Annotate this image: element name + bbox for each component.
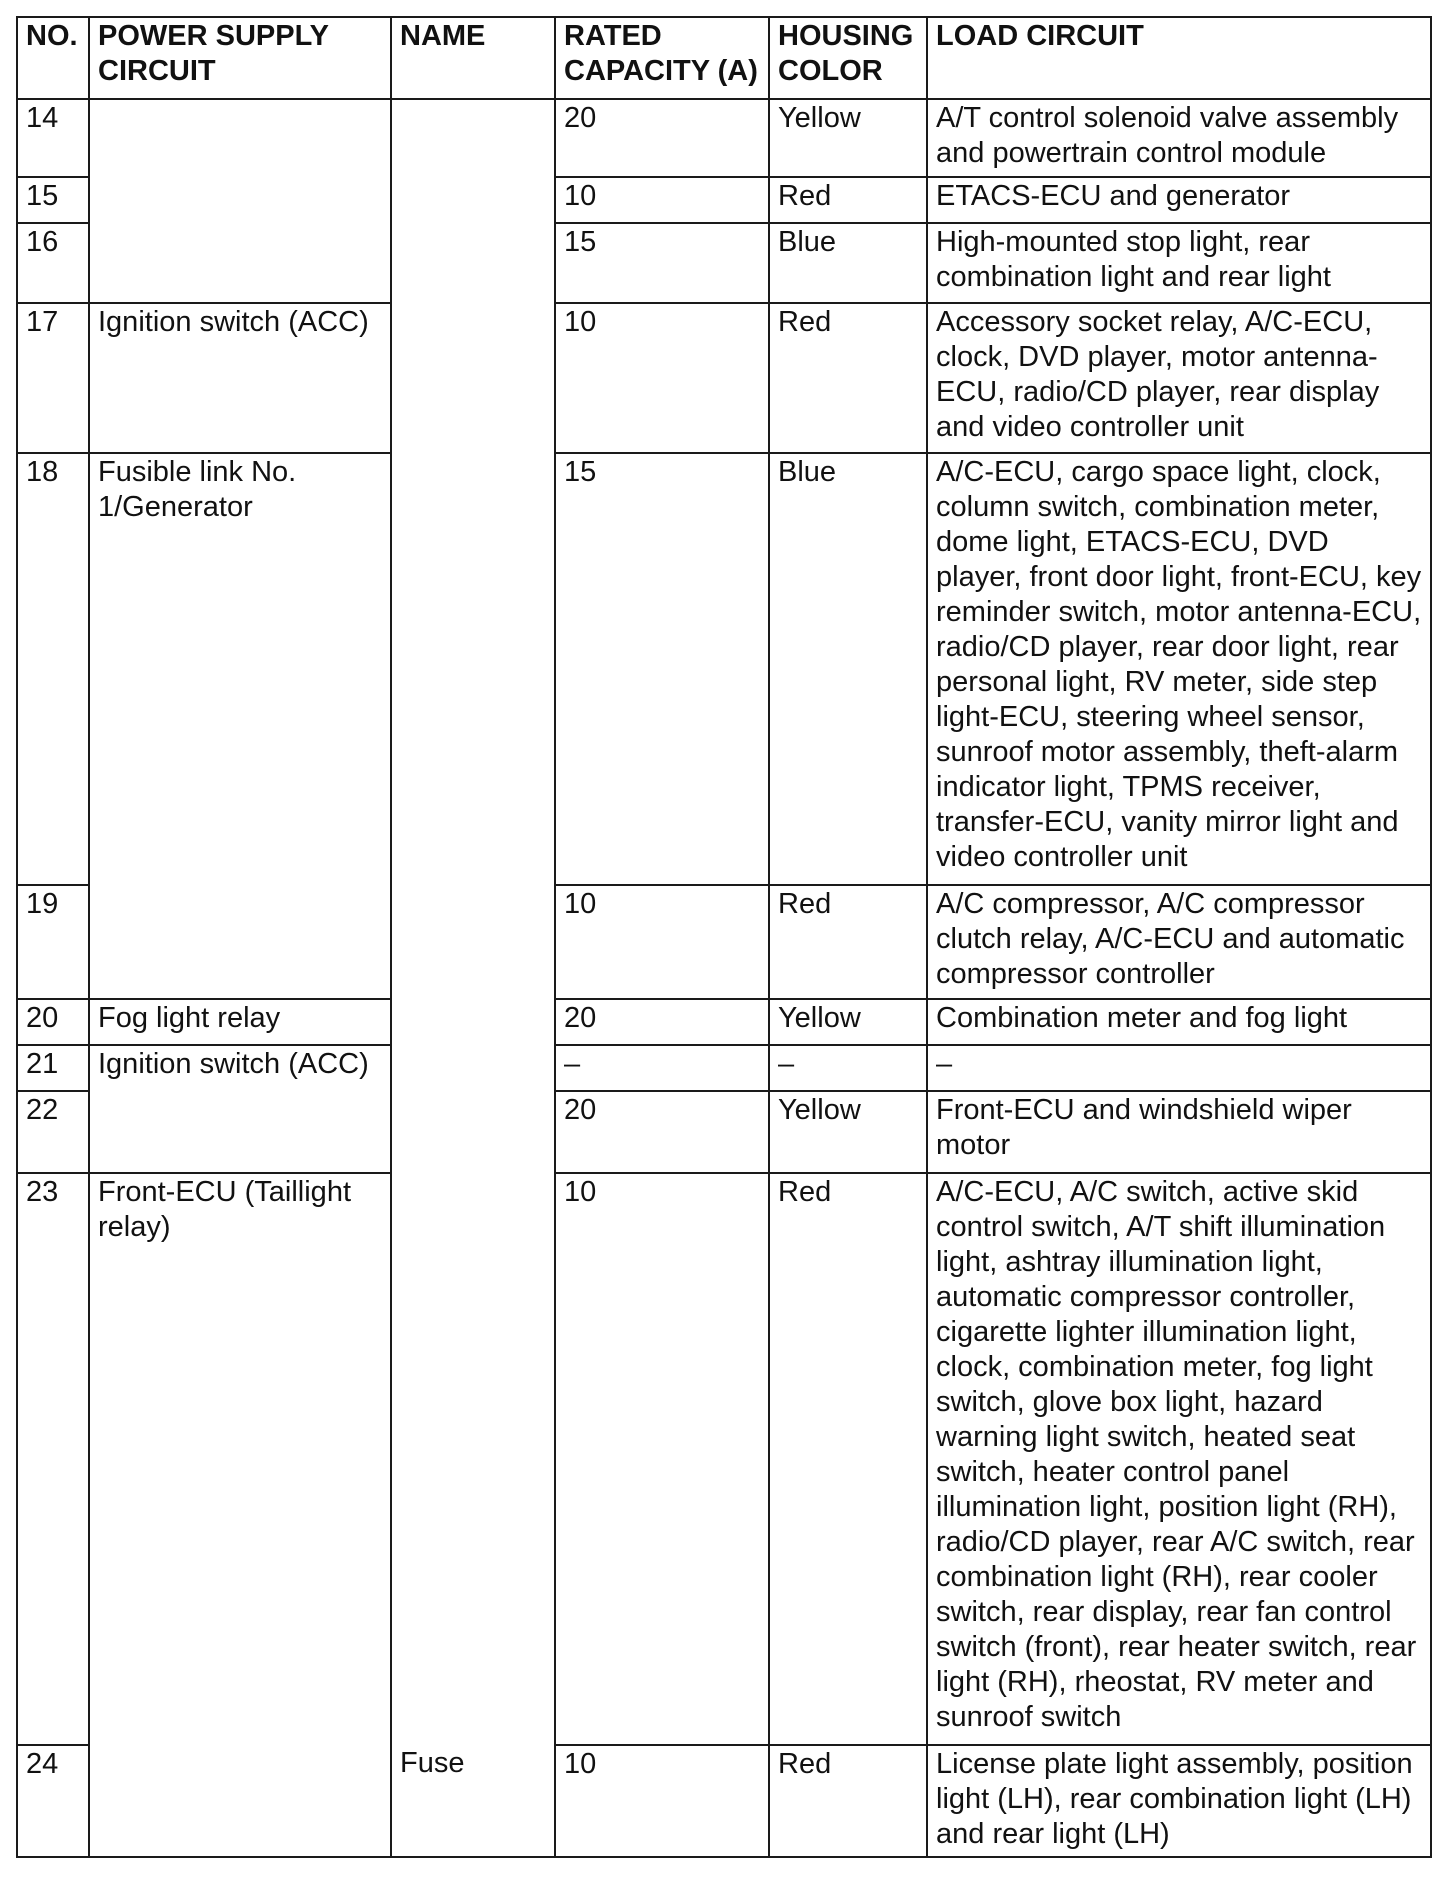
- table-row: [17, 303, 1431, 453]
- table-row: [17, 999, 1431, 1045]
- cell-color: Blue: [769, 223, 927, 303]
- header-rated-line1: RATED: [564, 20, 662, 52]
- cell-capacity: 20: [555, 1091, 769, 1173]
- cell-no: 15: [17, 177, 89, 223]
- header-rated-capacity: [555, 17, 769, 99]
- cell-power-supply: Ignition switch (ACC): [89, 303, 391, 453]
- table-row: [17, 99, 1431, 177]
- cell-color: Yellow: [769, 999, 927, 1045]
- cell-power-supply: Fog light relay: [89, 999, 391, 1045]
- cell-no: 19: [17, 885, 89, 999]
- cell-no: 24: [17, 1745, 89, 1857]
- cell-load: A/C-ECU, cargo space light, clock, column switch, combination meter, dome light, ETACS-ECU, DVD player, front door light, front-ECU, key reminder switch, motor antenna-ECU, radio/CD player, rear door light, rear personal light, RV meter, side step light-ECU, steering wheel sensor, sunroof motor assembly, theft-alarm indicator light, TPMS receiver, transfer-ECU, vanity mirror light and video controller unit: [927, 453, 1431, 885]
- table-row: [17, 1173, 1431, 1745]
- cell-no: 20: [17, 999, 89, 1045]
- cell-capacity: 15: [555, 453, 769, 885]
- header-housing-line2: COLOR: [778, 55, 883, 87]
- header-name: [391, 17, 555, 99]
- cell-no: 14: [17, 99, 89, 177]
- header-no: [17, 17, 89, 99]
- header-no-label: NO.: [26, 20, 78, 52]
- cell-capacity: 10: [555, 1745, 769, 1857]
- header-power-supply-line1: POWER SUPPLY: [98, 20, 329, 52]
- cell-name: [391, 99, 555, 1745]
- cell-color: Yellow: [769, 99, 927, 177]
- cell-capacity: 10: [555, 177, 769, 223]
- cell-color: Red: [769, 885, 927, 999]
- header-housing-color: [769, 17, 927, 99]
- cell-capacity: 20: [555, 999, 769, 1045]
- cell-load: A/C compressor, A/C compressor clutch relay, A/C-ECU and automatic compressor controller: [927, 885, 1431, 999]
- cell-capacity: 10: [555, 1173, 769, 1745]
- cell-power-supply: Ignition switch (ACC): [89, 1045, 391, 1173]
- cell-load: –: [927, 1045, 1431, 1091]
- cell-load: Combination meter and fog light: [927, 999, 1431, 1045]
- cell-color: Blue: [769, 453, 927, 885]
- cell-color: Red: [769, 303, 927, 453]
- cell-color: Red: [769, 177, 927, 223]
- fuse-table: [16, 16, 1432, 1858]
- cell-no: 17: [17, 303, 89, 453]
- header-housing-line1: HOUSING: [778, 20, 914, 52]
- cell-no: 22: [17, 1091, 89, 1173]
- header-load-circuit: [927, 17, 1431, 99]
- cell-capacity: 20: [555, 99, 769, 177]
- cell-load: Front-ECU and windshield wiper motor: [927, 1091, 1431, 1173]
- cell-power-supply: Fusible link No. 1/Generator: [89, 453, 391, 999]
- header-name-label: NAME: [400, 20, 486, 52]
- cell-capacity: –: [555, 1045, 769, 1091]
- table-row: [17, 453, 1431, 885]
- header-power-supply: [89, 17, 391, 99]
- cell-color: Red: [769, 1745, 927, 1857]
- cell-load: Accessory socket relay, A/C-ECU, clock, DVD player, motor antenna-ECU, radio/CD player, rear display and video controller unit: [927, 303, 1431, 453]
- cell-capacity: 15: [555, 223, 769, 303]
- cell-no: 16: [17, 223, 89, 303]
- cell-color: –: [769, 1045, 927, 1091]
- cell-load: ETACS-ECU and generator: [927, 177, 1431, 223]
- header-row: [17, 17, 1431, 99]
- cell-no: 23: [17, 1173, 89, 1745]
- header-rated-line2: CAPACITY (A): [564, 55, 758, 87]
- header-power-supply-line2: CIRCUIT: [98, 55, 216, 87]
- cell-power-supply: Front-ECU (Taillight relay): [89, 1173, 391, 1857]
- cell-load: A/C-ECU, A/C switch, active skid control switch, A/T shift illumination light, ashtray illumination light, automatic compressor controller, cigarette lighter illumination light, clock, combination meter, fog light switch, glove box light, hazard warning light switch, heated seat switch, heater control panel illumination light, position light (RH), radio/CD player, rear A/C switch, rear combination light (RH), rear cooler switch, rear display, rear fan control switch (front), rear heater switch, rear light (RH), rheostat, RV meter and sunroof switch: [927, 1173, 1431, 1745]
- cell-no: 21: [17, 1045, 89, 1091]
- cell-capacity: 10: [555, 885, 769, 999]
- cell-no: 18: [17, 453, 89, 885]
- cell-load: License plate light assembly, position light (LH), rear combination light (LH) and rear light (LH): [927, 1745, 1431, 1857]
- cell-load: A/T control solenoid valve assembly and powertrain control module: [927, 99, 1431, 177]
- header-load-label: LOAD CIRCUIT: [936, 20, 1144, 52]
- cell-power-supply: [89, 99, 391, 303]
- cell-color: Red: [769, 1173, 927, 1745]
- cell-load: High-mounted stop light, rear combination light and rear light: [927, 223, 1431, 303]
- cell-capacity: 10: [555, 303, 769, 453]
- cell-color: Yellow: [769, 1091, 927, 1173]
- cell-name: Fuse: [391, 1745, 555, 1857]
- table-row: [17, 1045, 1431, 1091]
